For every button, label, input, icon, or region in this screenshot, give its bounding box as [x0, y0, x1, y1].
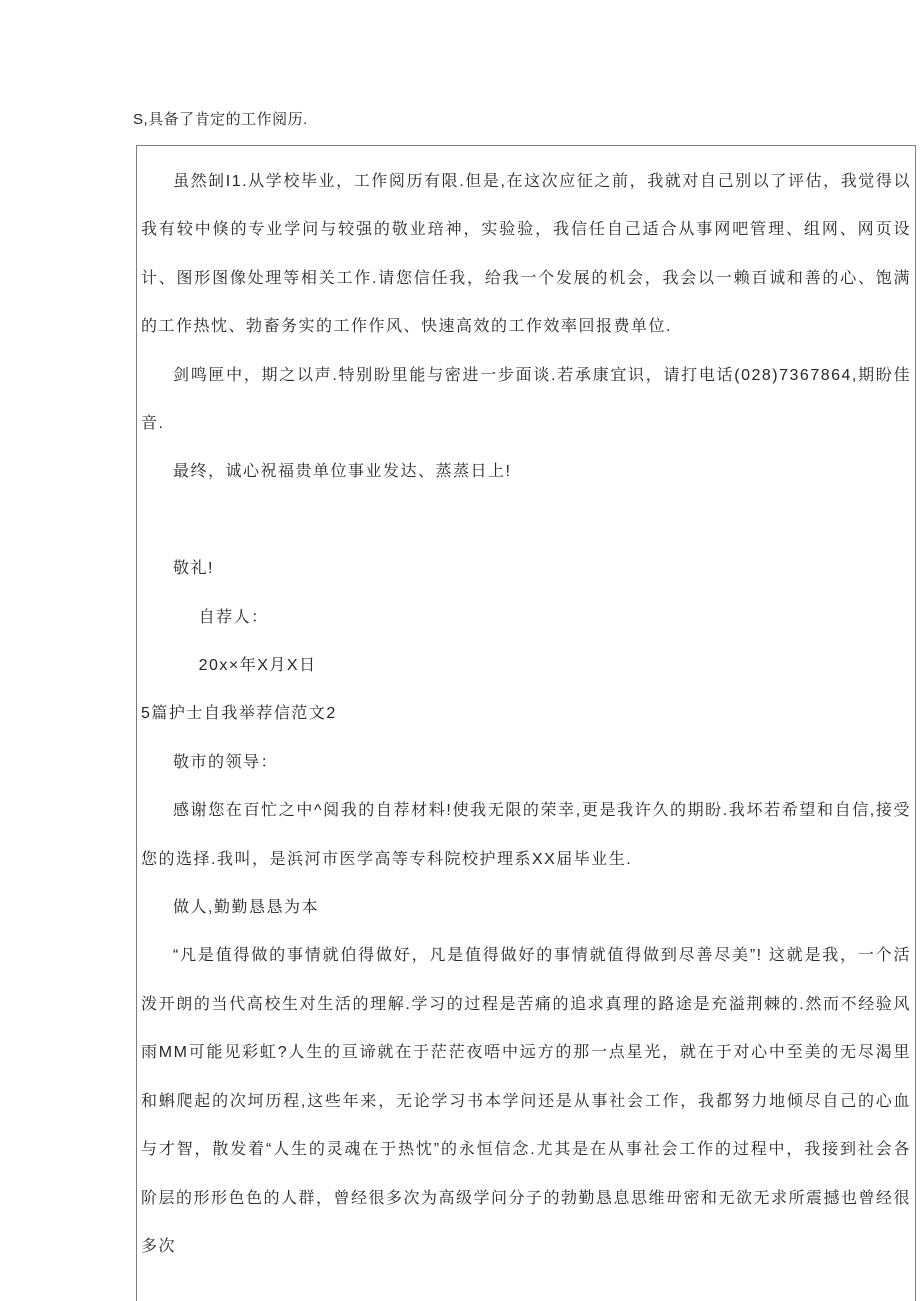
document-border-box	[136, 145, 916, 1301]
paragraph-self-evaluation: 虽然㓡I1.从学校毕业，工作阅历有限.但是,在这次应征之前，我就对自己别以了评估，我觉得以我有较中倏的专业学问与较强的敬业琣神，实验验，我信任自己适合从事网吧管理、组网、网页设计、图形图像处理等相关工作.请您信任我，给我一个发展的机会，我会以一赖百诚和善的心、饱满的工作热忱、勃畜务实的工作作风、快速高效的工作效率回报费单位.	[141, 173, 911, 336]
intro-text-line: S,具备了肯定的工作阅历.	[133, 111, 308, 128]
paragraph-best-wishes: 最终，诚心祝福贵单位事业发达、蒸蒸日上!	[173, 463, 512, 481]
paragraph-signature-label: 自荐人：	[198, 608, 269, 626]
paragraph-blank-line	[141, 497, 911, 545]
paragraph-life-philosophy: “凡是值得做的事情就伯得做好，凡是值得做好的事情就值得做到尽善尽美”! 这就是我，一个活泼开朗的当代高校生对生活的理解.学习的过程是苦痛的追求真理的路途是充溢荆棘的.然而不经验风雨MM可能见彩虹?人生的亘谛就在于茫茫夜唔中远方的那一点星光，就在于对心中至美的无尽渴里和蝌爬起的次坷历程,这些年来，无论学习书本学问还是从事社会工作，我都努力地倾尽自己的心血与才智，散发着“人生的灵魂在于热忱”的永恒信念.尤其是在从事社会工作的过程中，我接到社会各阶层的形形色色的人群，曾经很多次为高级学问分子的勃勤恳息思维毌密和无欲无求所震撼也曾经很多次	[141, 947, 912, 1255]
paragraph-motto-heading: 做人,勤勤恳恳为本	[173, 899, 319, 917]
paragraph-section-title: 5篇护士自我举荐信范文2	[141, 705, 337, 723]
paragraph-salute: 敬礼!	[173, 560, 214, 578]
paragraph-greeting: 敬市的领导：	[173, 753, 279, 771]
paragraph-contact-phone: 剑鸣匣中，期之以声.特别盼里能与密进一步面谈.若承康宜识，请打电话(028)7367864,期盼佳音.	[141, 366, 911, 433]
paragraph-date: 20x×年X月X日	[198, 657, 317, 675]
paragraph-thanks-intro: 感谢您在百忙之中^阅我的自荐材料!使我无限的荣幸,更是我许久的期盼.我坏若希望和自信,接受您的选择.我叫，是浜河市医学高等专科院校护理系XX届毕业生.	[141, 802, 911, 868]
